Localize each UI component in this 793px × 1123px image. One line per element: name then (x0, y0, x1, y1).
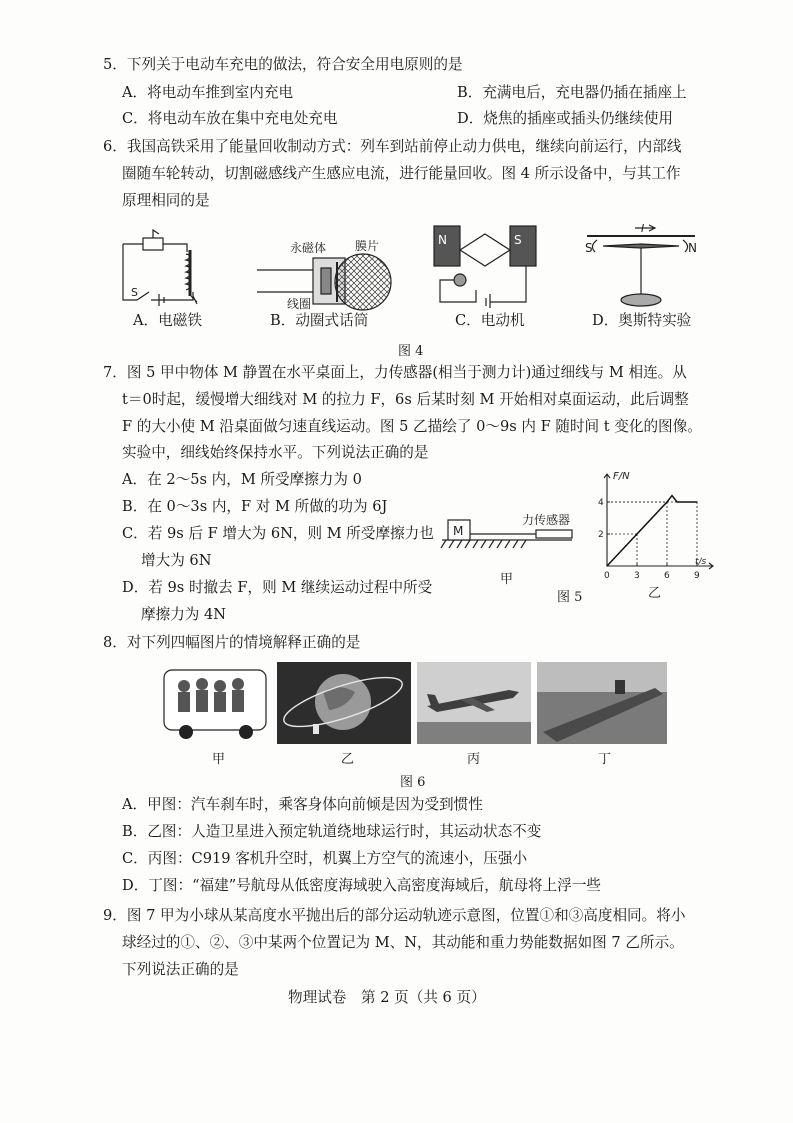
q7-line-4: 实验中，细线始终保持水平。下列说法正确的是 (122, 444, 429, 461)
chart-data-point (671, 495, 672, 496)
chart-x-tick-label: 3 (634, 571, 640, 581)
q9-line-2: 球经过的①、②、③中某两个位置记为 M、N，其动能和重力势能数据如图 7 乙所示。 (122, 934, 684, 951)
fig4-caption-c: C．电动机 (455, 312, 525, 329)
chart-data-point (676, 501, 677, 502)
page-footer: 物理试卷 第 2 页（共 6 页） (288, 989, 486, 1006)
fig4-caption-a: A．电磁铁 (133, 312, 202, 329)
oersted-figure (585, 220, 700, 312)
q7-line-1: 7．图 5 甲中物体 M 静置在水平桌面上，力传感器(相当于测力计)通过细线与 M 相连。从 (103, 364, 687, 381)
photo-label-bing: 丙 (467, 752, 481, 767)
q6-line-1: 6．我国高铁采用了能量回收制动方式：列车到站前停止动力供电，继续向前运行，内部线 (103, 138, 682, 155)
q7-line-3: F 的大小使 M 沿桌面做匀速直线运动。图 5 乙描绘了 0～9s 内 F 随时间 t 变化的图像。 (122, 418, 702, 435)
chart-y-label: F/N (613, 471, 630, 482)
electromagnet-figure (115, 222, 215, 310)
q8-option-a: A．甲图：汽车刹车时，乘客身体向前倾是因为受到惯性 (122, 796, 483, 813)
chart-x-tick-label: 6 (664, 571, 670, 581)
needle-south-label: S (585, 241, 593, 255)
coil-label: 线圈 (287, 297, 312, 311)
chart-y-tick-label: 2 (598, 530, 604, 540)
q7-option-c-line-1: C．若 9s 后 F 增大为 6N，则 M 所受摩擦力也 (122, 525, 434, 542)
electromagnet-switch-label: S (131, 286, 138, 299)
q6-line-3: 原理相同的是 (122, 192, 210, 209)
q7-option-c-line-2: 增大为 6N (141, 552, 212, 569)
chart-data-point (606, 565, 607, 566)
fig5-left-label: 甲 (500, 572, 514, 587)
chart-x-label: t/s (695, 557, 707, 567)
q5-option-b: B．充满电后，充电器仍插在插座上 (457, 84, 687, 101)
motor-south-label: S (514, 233, 522, 247)
photo-aircraft-carrier (537, 662, 667, 744)
fig5-title: 图 5 (557, 590, 583, 605)
q6-line-2: 圈随车轮转动，切割磁感线产生感应电流，进行能量回收。图 4 所示设备中，与其工作 (122, 165, 681, 182)
fig5-right-label: 乙 (648, 586, 662, 601)
q5-option-c: C．将电动车放在集中充电处充电 (122, 110, 338, 127)
q5-option-a: A．将电动车推到室内充电 (122, 84, 294, 101)
fig4-title: 图 4 (398, 344, 424, 359)
q8-stem: 8．对下列四幅图片的情境解释正确的是 (103, 634, 361, 651)
permanent-magnet-label: 永磁体 (290, 241, 327, 255)
q7-line-2: t＝0时起，缓慢增大细线对 M 的拉力 F，6s 后某时刻 M 开始相对桌面运动，此后调整 (122, 391, 689, 408)
q7-option-d-line-2: 摩擦力为 4N (141, 606, 227, 623)
diaphragm-label: 膜片 (355, 239, 380, 253)
chart-data-point (666, 501, 667, 502)
photo-satellite-orbit (277, 662, 411, 744)
q8-option-b: B．乙图：人造卫星进入预定轨道绕地球运行时，其运动状态不变 (122, 823, 542, 840)
force-time-chart (597, 466, 719, 581)
q9-line-1: 9．图 7 甲为小球从某高度水平抛出后的部分运动轨迹示意图，位置①和③高度相同。将小 (103, 907, 686, 924)
photo-label-jia: 甲 (212, 752, 226, 767)
q7-option-a: A．在 2～5s 内，M 所受摩擦力为 0 (122, 471, 362, 488)
force-sensor-label: 力传感器 (522, 513, 571, 527)
q7-option-d-line-1: D．若 9s 时撤去 F，则 M 继续运动过程中所受 (122, 579, 433, 596)
q8-option-c: C．丙图：C919 客机升空时，机翼上方空气的流速小，压强小 (122, 850, 528, 867)
chart-y-tick-label: 4 (598, 498, 604, 508)
motor-figure (430, 220, 540, 308)
q5-option-d: D．烧焦的插座或插头仍继续使用 (457, 110, 674, 127)
motor-north-label: N (438, 233, 447, 247)
current-label: I (641, 222, 645, 235)
microphone-figure (255, 232, 395, 312)
chart-data-point (696, 501, 697, 502)
block-m-label: M (453, 524, 464, 538)
photo-c919-takeoff (417, 662, 531, 744)
q5-stem: 5．下列关于电动车充电的做法，符合安全用电原则的是 (103, 56, 463, 73)
needle-north-label: N (688, 241, 697, 255)
fig4-caption-b: B．动圈式话筒 (270, 312, 369, 329)
photo-label-ding: 丁 (598, 752, 612, 767)
photo-label-yi: 乙 (341, 752, 355, 767)
fig6-title: 图 6 (400, 775, 426, 790)
photo-bus-passengers (160, 662, 272, 740)
fig4-caption-d: D．奥斯特实验 (592, 312, 692, 329)
chart-x-tick-label: 9 (694, 571, 700, 581)
chart-x-tick-label: 0 (604, 571, 610, 581)
q9-line-3: 下列说法正确的是 (122, 961, 239, 978)
force-sensor-figure (440, 508, 590, 550)
chart-series-line (607, 496, 697, 566)
q7-option-b: B．在 0～3s 内，F 对 M 所做的功为 6J (122, 498, 388, 515)
q8-option-d: D．丁图：“福建”号航母从低密度海域驶入高密度海域后，航母将上浮一些 (122, 877, 602, 894)
